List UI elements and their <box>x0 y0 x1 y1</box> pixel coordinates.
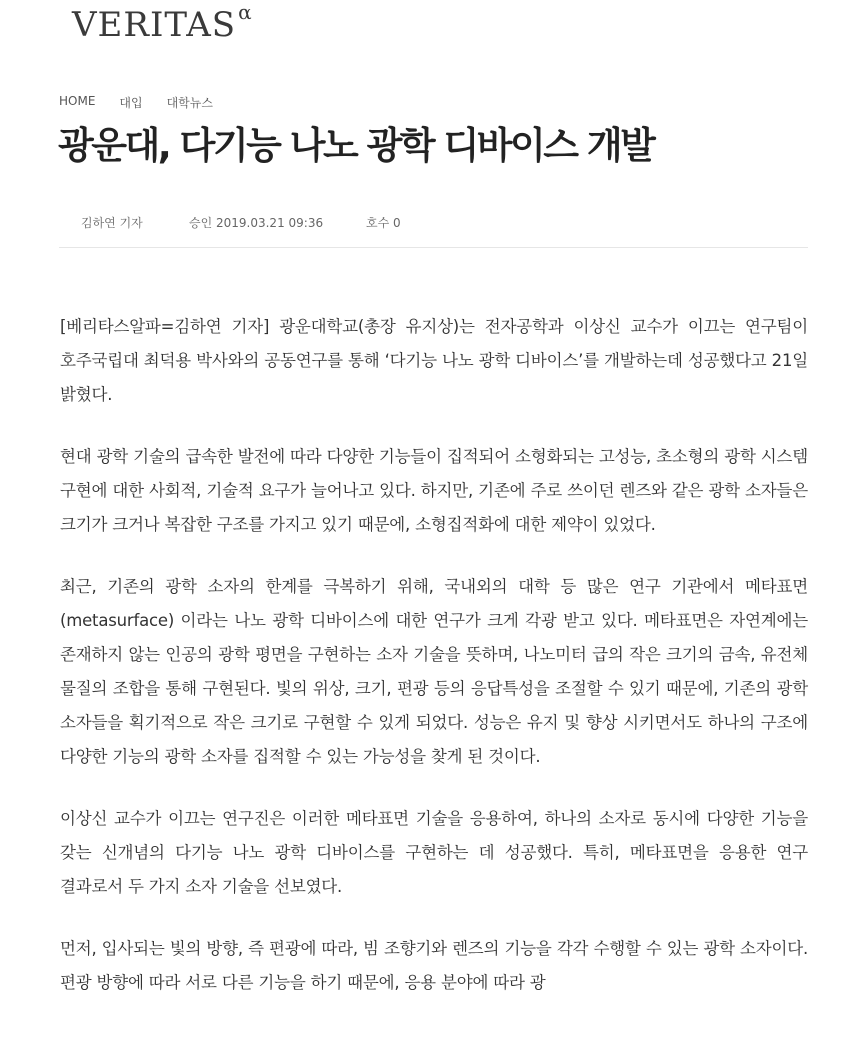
breadcrumb <box>59 94 213 111</box>
breadcrumb-university-news-link[interactable]: 대학뉴스 <box>166 96 213 110</box>
article-paragraph: 현대 광학 기술의 급속한 발전에 따라 다양한 기능들이 집적되어 소형화되는 고성능, 초소형의 광학 시스템 구현에 대한 사회적, 기술적 요구가 늘어나고 있다. 하지만, 기존에 주로 쓰이던 렌즈와 같은 광학 소자들은 크기가 크거나 복잡한 구조를 가지고 있기 때문에, 소형집적화에 대한 제약이 있었다. <box>60 447 808 534</box>
article-body <box>60 310 808 1028</box>
header-divider <box>59 247 808 248</box>
breadcrumb-home-link[interactable]: HOME <box>59 94 96 108</box>
article-issue-number: 호수 0 <box>366 216 401 230</box>
site-logo[interactable] <box>72 0 253 45</box>
article-approved-date: 승인 2019.03.21 09:36 <box>189 216 324 230</box>
article-meta <box>81 214 401 231</box>
article-paragraph: 최근, 기존의 광학 소자의 한계를 극복하기 위해, 국내외의 대학 등 많은 연구 기관에서 메타표면 (metasurface) 이라는 나노 광학 디바이스에 대한 연구가 크게 각광 받고 있다. 메타표면은 자연계에는 존재하지 않는 인공의 광학 평면을 구현하는 소자 기술을 뜻하며, 나노미터 급의 작은 크기의 금속, 유전체 물질의 조합을 통해 구현된다. 빛의 위상, 크기, 편광 등의 응답특성을 조절할 수 있기 때문에, 기존의 광학 소자들을 획기적으로 작은 크기로 구현할 수 있게 되었다. 성능은 유지 및 향상 시키면서도 하나의 구조에 다양한 기능의 광학 소자를 집적할 수 있는 가능성을 찾게 된 것이다. <box>60 577 808 766</box>
article-paragraph: [베리타스알파=김하연 기자] 광운대학교(총장 유지상)는 전자공학과 이상신 교수가 이끄는 연구팀이 호주국립대 최덕용 박사와의 공동연구를 통해 ‘다기능 나노 광학 디바이스’를 개발하는데 성공했다고 21일 밝혔다. <box>60 317 808 404</box>
logo-text: VERITAS <box>72 5 237 45</box>
breadcrumb-admission-link[interactable]: 대입 <box>119 96 143 110</box>
article-paragraph: 이상신 교수가 이끄는 연구진은 이러한 메타표면 기술을 응용하여, 하나의 소자로 동시에 다양한 기능을 갖는 신개념의 다기능 나노 광학 디바이스를 구현하는 데 성공했다. 특히, 메타표면을 응용한 연구 결과로서 두 가지 소자 기술을 선보였다. <box>60 809 808 896</box>
logo-alpha-mark: α <box>238 0 253 24</box>
article-author: 김하연 기자 <box>81 216 143 230</box>
article-paragraph: 먼저, 입사되는 빛의 방향, 즉 편광에 따라, 빔 조향기와 렌즈의 기능을 각각 수행할 수 있는 광학 소자이다. 편광 방향에 따라 서로 다른 기능을 하기 때문에, 응용 분야에 따라 광 <box>60 939 808 992</box>
article-title: 광운대, 다기능 나노 광학 디바이스 개발 <box>58 124 654 167</box>
